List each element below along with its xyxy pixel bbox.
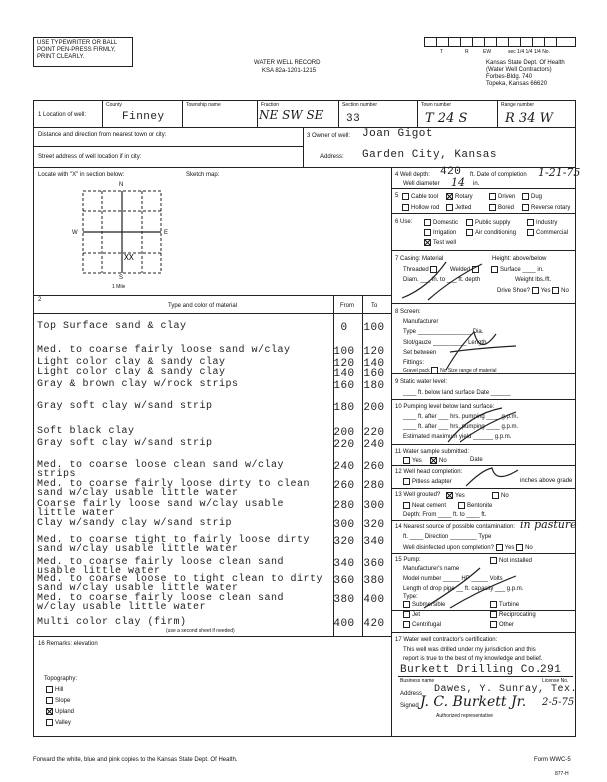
log-row bbox=[37, 534, 385, 555]
s5-dug: Dug bbox=[522, 193, 542, 201]
log-from: 400 bbox=[333, 618, 355, 630]
auth-label: Authorized representative bbox=[436, 713, 493, 719]
s5-cable: Cable tool bbox=[402, 193, 438, 201]
s14-label: 14 Nearest source of possible contamination: bbox=[395, 524, 516, 530]
log-row bbox=[37, 478, 385, 499]
s13-depth: Depth: From ____ ft. to ____ ft. bbox=[403, 512, 487, 518]
license-no: 291 bbox=[540, 664, 562, 676]
log-material: Med. to coarse loose to tight clean to dirty sand w/clay usable little water bbox=[37, 574, 324, 594]
log-from: 340 bbox=[333, 558, 355, 570]
addr-value: Dawes, Y. Sunray, Tex. bbox=[434, 684, 578, 695]
topo-valley: Valley bbox=[46, 719, 71, 727]
street-label: Street address of well location if in city: bbox=[38, 154, 142, 160]
log-material: Multi color clay (firm) bbox=[37, 617, 187, 628]
s5-rotary[interactable]: Rotary bbox=[446, 193, 473, 201]
section-value: 33 bbox=[346, 113, 361, 125]
log-from: 300 bbox=[333, 519, 355, 531]
log-from: 120 bbox=[333, 358, 355, 370]
log-from: 160 bbox=[333, 380, 355, 392]
diam-in: in. bbox=[473, 181, 480, 187]
s11-no[interactable]: No bbox=[430, 457, 447, 465]
compass-n: N bbox=[119, 182, 124, 188]
diam-label: Well diameter bbox=[403, 181, 440, 187]
log-row bbox=[37, 556, 385, 577]
log-to: 100 bbox=[363, 322, 385, 334]
s15-turbine: Turbine bbox=[490, 601, 519, 609]
log-row bbox=[37, 459, 385, 480]
s15-label: 15 Pump: bbox=[395, 557, 421, 563]
s17-text2: report is true to the best of my knowledge and belief. bbox=[403, 656, 543, 662]
compass-s: S bbox=[119, 275, 124, 281]
s7-threaded: Threaded bbox=[403, 266, 439, 274]
owner-label: 3 Owner of well: bbox=[307, 133, 351, 139]
form-ksa: KSA 82a-1201-1215 bbox=[262, 68, 317, 74]
pump-strike bbox=[420, 566, 520, 610]
s9-line: ____ ft. below land surface Date ______ bbox=[403, 390, 511, 396]
s15-recip: Reciprocating bbox=[490, 611, 536, 619]
s11-date: Date bbox=[470, 457, 483, 463]
log-material: Soft black clay bbox=[37, 426, 135, 437]
s8-set: Set between bbox=[403, 350, 437, 356]
log-material: Med. to coarse fairly loose sand w/clay bbox=[37, 345, 291, 356]
distance-label: Distance and direction from nearest town or city: bbox=[38, 132, 167, 138]
s7-weight: Weight lbs./ft. bbox=[515, 277, 552, 283]
location-label: 1 Location of well: bbox=[38, 112, 87, 118]
s7-surface: Surface ____ in. bbox=[491, 266, 544, 274]
county-label: County bbox=[106, 102, 122, 108]
loc-r: R bbox=[465, 49, 469, 55]
log-to: 360 bbox=[363, 558, 385, 570]
s8-fittings: Fittings: bbox=[403, 360, 425, 366]
s7-welded: Welded bbox=[450, 266, 481, 274]
agency-1: Kansas State Dept. Of Health bbox=[486, 60, 565, 66]
topo-hill: Hill bbox=[46, 686, 63, 694]
town-label: Town number bbox=[421, 102, 452, 108]
log-from: 320 bbox=[333, 536, 355, 548]
s5-bored: Bored bbox=[489, 204, 514, 212]
loc-box-grid bbox=[424, 37, 576, 47]
s5-num: 5 bbox=[395, 193, 399, 199]
log-from-header: From bbox=[340, 303, 354, 309]
log-material: Coarse fairly loose sand w/clay usable little water bbox=[37, 499, 285, 519]
log-from: 360 bbox=[333, 575, 355, 587]
log-to: 180 bbox=[363, 380, 385, 392]
s8-slot: Slot/gauze __________ Length bbox=[403, 340, 487, 346]
log-material: Gray soft clay w/sand strip bbox=[37, 438, 213, 449]
s8-type: Type ________________ Dia. bbox=[403, 329, 484, 335]
s12-label: 12 Well head completion: bbox=[395, 469, 463, 475]
s12-above: inches above grade bbox=[520, 478, 573, 484]
completion-date: 1-21-75 bbox=[538, 166, 581, 179]
log-to: 400 bbox=[363, 594, 385, 606]
form-number: Form WWC-5 bbox=[534, 757, 571, 763]
s15-notinst: Not installed bbox=[490, 557, 532, 565]
addr-label: Address bbox=[400, 691, 423, 697]
s16-label: 16 Remarks: elevation bbox=[38, 641, 98, 647]
log-to: 120 bbox=[363, 346, 385, 358]
log-row bbox=[37, 400, 385, 416]
s15-other: Other bbox=[490, 621, 514, 629]
log-from: 0 bbox=[340, 322, 348, 334]
log-material: Top Surface sand & clay bbox=[37, 321, 187, 332]
topo-slope: Slope bbox=[46, 697, 70, 705]
well-diameter: 14 bbox=[451, 176, 465, 189]
loc-t: T bbox=[440, 49, 444, 55]
s6-public: Public supply bbox=[466, 219, 510, 227]
s6-domestic: Domestic bbox=[424, 219, 458, 227]
s10-est: Estimated maximum yield ______ g.p.m. bbox=[403, 434, 512, 440]
s15-type: Type: bbox=[403, 594, 418, 600]
s6-irrigation: Irrigation bbox=[424, 229, 456, 237]
compass-e: E bbox=[164, 230, 169, 236]
s13-neat: Neat cement bbox=[403, 502, 446, 510]
log-row bbox=[37, 573, 385, 594]
log-to: 240 bbox=[363, 439, 385, 451]
log-material: Med. to coarse fairly loose dirty to clean sand w/clay usable little water bbox=[37, 479, 311, 499]
log-to: 220 bbox=[363, 427, 385, 439]
log-material: Med. to coarse fairly loose clean sand usable little water bbox=[37, 557, 285, 577]
s6-industry: Industry bbox=[527, 219, 557, 227]
s13-bent: Bentonite bbox=[458, 502, 492, 510]
log-to: 340 bbox=[363, 536, 385, 548]
s15-centrifugal: Centrifugal bbox=[403, 621, 441, 629]
s8-gravel: Gravel pack No Size range of material bbox=[403, 367, 497, 374]
log-material: Gray soft clay w/sand strip bbox=[37, 401, 213, 412]
s15-submersible: Submersible bbox=[403, 601, 445, 609]
sketch-label: Sketch map: bbox=[186, 172, 220, 178]
log-to: 140 bbox=[363, 358, 385, 370]
log-row bbox=[37, 320, 385, 336]
log-from: 220 bbox=[333, 439, 355, 451]
log-to-header: To bbox=[371, 303, 378, 309]
s10-after1: ____ ft. after ___ hrs. pumping ____ g.p.m. bbox=[403, 414, 519, 420]
svg-text:XX: XX bbox=[124, 253, 134, 262]
well-depth: 420 bbox=[440, 166, 462, 178]
section-label: Section number bbox=[342, 102, 378, 108]
s6-commercial: Commercial bbox=[527, 229, 568, 237]
s11-label: 11 Water sample submitted: bbox=[395, 449, 470, 455]
compass-w: W bbox=[72, 230, 78, 236]
township-label: Township name bbox=[186, 102, 221, 108]
log-from: 280 bbox=[333, 500, 355, 512]
signed-label: Signed bbox=[400, 703, 419, 709]
log-to: 160 bbox=[363, 368, 385, 380]
log-material: Light color clay & sandy clay bbox=[37, 357, 226, 368]
s13-yes[interactable]: Yes bbox=[446, 492, 465, 500]
topo-label: Topography: bbox=[44, 676, 78, 682]
s7-label: 7 Casing: Material bbox=[395, 256, 444, 262]
log-row bbox=[37, 378, 385, 394]
log-material: Med. to coarse fairly loose clean sand w/clay usable little water bbox=[37, 593, 285, 613]
log-material-header: Type and color of material bbox=[168, 303, 238, 309]
section2-num: 2 bbox=[38, 297, 42, 303]
log-material: Gray & brown clay w/rock strips bbox=[37, 379, 239, 390]
s6-label: 6 Use: bbox=[395, 219, 413, 225]
agency-3: Forbes-Bldg. 740 bbox=[486, 74, 533, 80]
town-value: T 24 S bbox=[425, 111, 468, 126]
s9-label: 9 Static water level: bbox=[395, 379, 448, 385]
s15-length: Length of drop pipe __ ft. capacity ___ g.p.m. bbox=[403, 586, 524, 592]
log-to: 300 bbox=[363, 500, 385, 512]
s6-test[interactable]: Test well bbox=[424, 239, 456, 247]
county-value: Finney bbox=[122, 111, 165, 123]
log-material: Med. to coarse tight to fairly loose dirty sand w/clay usable little water bbox=[37, 535, 311, 555]
s7-drive: Drive Shoe? Yes No bbox=[497, 288, 569, 295]
s8-manuf: Manufacturer bbox=[403, 319, 439, 325]
log-from: 140 bbox=[333, 368, 355, 380]
instructions-box: USE TYPEWRITER OR BALL POINT PEN-PRESS FIRMLY, PRINT CLEARLY. bbox=[33, 37, 133, 67]
topo-upland[interactable]: Upland bbox=[46, 708, 74, 716]
s4-ft: ft. Date of completion bbox=[470, 172, 527, 178]
log-from: 180 bbox=[333, 402, 355, 414]
pumping-strike bbox=[440, 404, 520, 444]
log-to: 420 bbox=[363, 618, 385, 630]
contamination-value: in pasture bbox=[520, 518, 577, 531]
log-to: 280 bbox=[363, 480, 385, 492]
log-material: Med. to coarse loose clean sand w/clay strips bbox=[37, 460, 285, 480]
range-value: R 34 W bbox=[505, 111, 553, 126]
agency-4: Topeka, Kansas 66620 bbox=[486, 81, 548, 87]
address-label: Address: bbox=[320, 154, 344, 160]
section-grid bbox=[82, 190, 162, 274]
s11-yes: Yes bbox=[403, 457, 422, 465]
address-value: Garden City, Kansas bbox=[362, 149, 497, 161]
second-sheet-note: (use a second sheet if needed) bbox=[166, 628, 235, 634]
log-to: 380 bbox=[363, 575, 385, 587]
s15-manuf: Manufacturer's name bbox=[403, 566, 460, 572]
s7-height: Height: above/below bbox=[492, 256, 547, 262]
s13-label: 13 Well grouted? bbox=[395, 492, 441, 498]
form-title: WATER WELL RECORD bbox=[254, 60, 321, 66]
s14-dir: ft. ____ Direction ________ Type bbox=[403, 534, 492, 540]
log-from: 100 bbox=[333, 346, 355, 358]
agency-2: (Water Well Contractors) bbox=[486, 67, 552, 73]
log-from: 380 bbox=[333, 594, 355, 606]
log-row bbox=[37, 437, 385, 453]
sign-date: 2-5-75 bbox=[542, 697, 575, 708]
locate-label: Locate with "X" in section below: bbox=[38, 172, 125, 178]
log-from: 260 bbox=[333, 480, 355, 492]
range-label: Range number bbox=[501, 102, 535, 108]
s13-no: No bbox=[492, 492, 509, 500]
s17-label: 17 Water well contractor's certification: bbox=[395, 637, 498, 643]
s7-diam: Diam. ___ in. to ___ ft. depth bbox=[403, 277, 481, 283]
log-from: 240 bbox=[333, 461, 355, 473]
s15-model: Model number _____ HP _____ Volts bbox=[403, 576, 503, 582]
business-label: Business name bbox=[400, 678, 435, 684]
casing-strike bbox=[398, 258, 488, 302]
license-label: License No. bbox=[542, 678, 569, 684]
log-to: 200 bbox=[363, 402, 385, 414]
s8-label: 8 Screen: bbox=[395, 309, 421, 315]
s15-jet: Jet bbox=[403, 611, 420, 619]
log-to: 320 bbox=[363, 519, 385, 531]
s4-label: 4 Well depth: bbox=[395, 172, 430, 178]
loc-sec: sec 1/4 1/4 1/4 No. bbox=[508, 49, 550, 55]
mile-scale: 1 Mile bbox=[112, 284, 126, 290]
screen-strike bbox=[440, 326, 520, 372]
fraction-label: Fraction bbox=[261, 102, 280, 108]
s6-aircond: Air conditioning bbox=[466, 229, 516, 237]
log-to: 260 bbox=[363, 461, 385, 473]
business-name: Burkett Drilling Co. bbox=[400, 664, 543, 676]
s5-driven: Driven bbox=[489, 193, 515, 201]
s5-reverse: Reverse rotary bbox=[522, 204, 570, 212]
log-material: Light color clay & sandy clay bbox=[37, 367, 226, 378]
s17-text1: This well was drilled under my jurisdiction and this bbox=[403, 647, 536, 653]
s12-pitless: Pitless adapter bbox=[403, 478, 452, 486]
loc-ew: EW bbox=[483, 49, 492, 55]
signature: J. C. Burkett Jr. bbox=[420, 694, 527, 710]
log-from: 200 bbox=[333, 427, 355, 439]
log-row bbox=[37, 498, 385, 519]
doc-number: 877-H bbox=[555, 771, 569, 777]
log-row bbox=[37, 517, 385, 533]
s5-hollow: Hollow rod bbox=[402, 204, 439, 212]
footer-note: Forward the white, blue and pink copies to the Kansas State Dept. Of Health. bbox=[33, 757, 238, 763]
wellhead-strike bbox=[462, 466, 522, 488]
fraction-value: NE SW SE bbox=[259, 108, 324, 122]
owner-value: Joan Gigot bbox=[362, 128, 434, 140]
s5-jetted: Jetted bbox=[446, 204, 471, 212]
s10-label: 10 Pumping level below land surface: bbox=[395, 404, 495, 410]
s14-disinf: Well disinfected upon completion? Yes No bbox=[403, 545, 533, 552]
log-material: Clay w/sandy clay w/sand strip bbox=[37, 518, 233, 529]
log-row bbox=[37, 592, 385, 613]
s10-after2: ____ ft. after ___ hrs. pumping ____ g.p.m. bbox=[403, 424, 519, 430]
